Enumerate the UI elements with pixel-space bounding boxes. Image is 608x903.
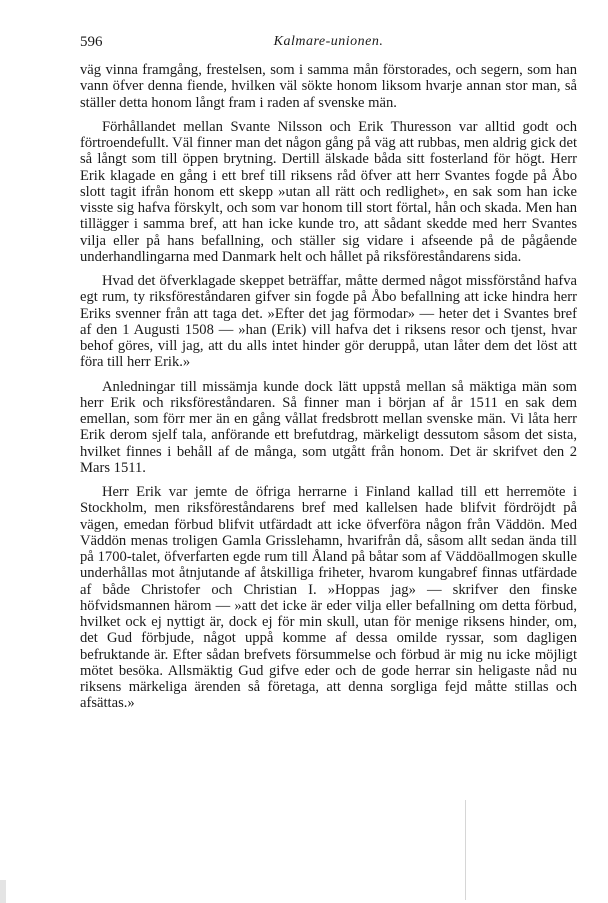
- book-page: [80, 34, 577, 720]
- page-header: [80, 34, 577, 56]
- paragraph-2: Förhållandet mellan Svante Nilsson och Erik Thuresson var alltid godt och förtroendefullt. Väl finner man det någon gång på väg att rubbas, men aldrig gick det så långt som till öppen brytning. Dertill älskade båda sitt fosterland för högt. Herr Erik klagade en gång i ett bref till riksens råd öfver att herr Svantes fogde på Åbo slott tagit ifrån honom ett skepp »utan all rätt och redlighet», en sak som han icke visste sig hafva förskylt, och som var honom till stort förtal, hån och skada. Men han tillägger i samma bref, att han icke kunde tro, att sådant skedde med herr Svantes vilja eller på hans befallning, och ställer sig vidare i afseende på de pågående underhandlingarna med Danmark helt och hållet på riksföreståndarens sida.: [80, 118, 577, 265]
- paragraph-1: väg vinna framgång, frestelsen, som i samma mån förstorades, och segern, som han vann öfver denna fiende, hvilken väl sökte honom liksom hvarje annan stor man, så ställer detta honom långt fram i raden af svenske män.: [80, 62, 577, 111]
- scan-edge: [0, 880, 6, 903]
- paragraph-4: Anledningar till missämja kunde dock lätt uppstå mellan så mäktiga män som herr Erik och riksföreståndaren. Så finner man i början af år 1511 en sak dem emellan, som förr mer än en gång vållat fredsbrott mellan svenske män. Vi låta herr Erik derom sjelf tala, anförande ett brefutdrag, märkeligt dessutom såsom det sista, hvilket finnes i behåll af de många, som utgått från honom. Det är skrifvet den 2 Mars 1511.: [80, 378, 577, 476]
- running-title: Kalmare-unionen.: [273, 34, 384, 49]
- body-text: [80, 62, 577, 712]
- paragraph-5: Herr Erik var jemte de öfriga herrarne i Finland kallad till ett herremöte i Stockholm, men riksföreståndarens bref med kallelsen hade blifvit fördröjdt på vägen, emedan förbud blifvit utfärdadt att icke öfverföra någon från Väddön. Med Väddön menas troligen Gamla Grisslehamn, hvarifrån då, såsom allt sedan ända till på 1700-talet, öfverfarten egde rum till Åland på båtar som af Väddöallmogen skulle underhållas mot åtnjutande af åtskilliga friheter, hvarom kungabref finnas utfärdade af både Christofer och Christian I. »Hoppas jag» — skrifver den finske höfvidsmannen härom — »att det icke är eder vilja eller befallning om detta förbud, hvilket ock ej nyttigt är, dock ej för min skull, utan för menige riksens hinder, om, det Gud förbjude, något uppå komme af dessa omilde ryssar, som dagligen befruktande är. Efter sådan brefvets försummelse och förbud är mig nu icke möjligt mötet besöka. Allsmäktig Gud gifve eder och de gode herrar sin heligaste nåd nu riksens märkeliga ärenden så företaga, att denna sorgliga fejd måtte stillas och afsättas.»: [80, 484, 577, 712]
- margin-rule: [465, 800, 466, 900]
- page-number: 596: [80, 34, 103, 50]
- paragraph-3: Hvad det öfverklagade skeppet beträffar, måtte dermed något missförstånd hafva egt rum, ty riksföreståndaren gifver sin fogde på Åbo befallning att icke hindra herr Eriks svenner från att taga det. »Efter det jag förmodar» — heter det i Svantes bref af den 1 Augusti 1508 — »han (Erik) vill hafva det i riksens resor och tjenst, hvar behof göres, vill jag, att du alls intet hinder gör deruppå, utan låter dem det löst att föra till herr Erik.»: [80, 273, 577, 371]
